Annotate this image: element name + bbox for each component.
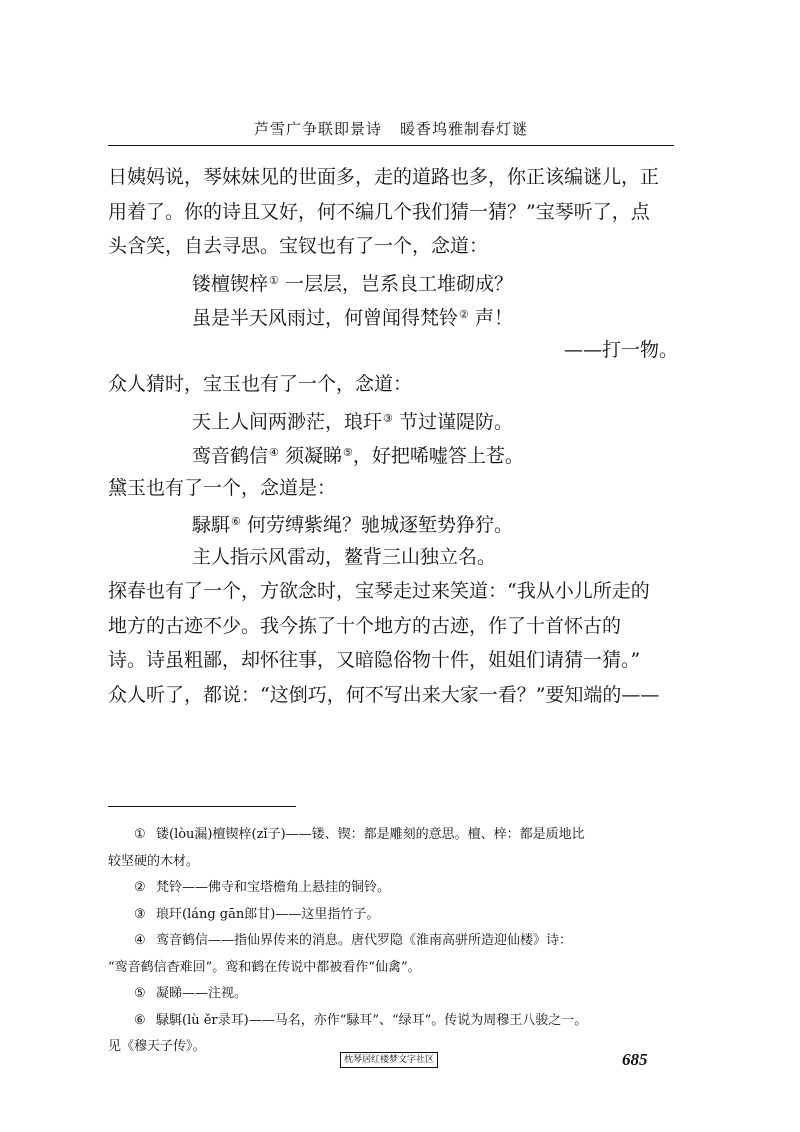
main-text [108,160,678,712]
footnote-2: ② 梵铃——佛寺和宝塔檐角上悬挂的铜铃。 [108,875,678,902]
header-chapter-title-left: 芦雪广争联即景诗 [253,120,382,138]
footnote-ref[interactable]: ⑤ [342,446,353,459]
poem-line: 騄駬⑥ 何劳缚紫绳？驰城逐堑势狰狞。 [192,514,513,536]
footnote-mark: ① [134,827,146,842]
source-stamp: 枕琴居红楼梦文字社区 [340,1052,438,1068]
poem-line: 主人指示风雷动，鳌背三山独立名。 [192,545,497,568]
text-line: 众人听了，都说：“这倒巧，何不写出来大家一看？”要知端的—— [108,683,660,706]
text-line: 众人猜时，宝玉也有了一个，念道： [108,373,413,395]
footnote-6: ⑥ 騄駬(lù ěr录耳)——马名，亦作“騄耳”、“绿耳”。传说为周穆王八骏之一。 [108,1008,678,1035]
poem-line: 天上人间两渺茫，琅玕③ 节过谨隄防。 [192,410,513,433]
footnote-1: ① 镂(lòu漏)檀锲梓(zǐ子)——镂、锲：都是雕刻的意思。檀、梓：都是质地比 [108,822,678,849]
page-number: 685 [622,1050,648,1069]
footnote-mark: ⑤ [134,986,146,1001]
footnote-mark: ② [134,880,146,895]
text-line: 黛玉也有了一个，念道是： [108,476,337,499]
footnote-separator [108,806,296,807]
footnote-ref[interactable]: ③ [383,411,393,425]
footnote-mark: ④ [134,933,146,948]
footnote-mark: ⑥ [134,1012,146,1028]
footnotes [108,822,678,1061]
footnote-3: ③ 琅玕(láng gān郎甘)——这里指竹子。 [108,902,678,929]
text-line: 头含笑，自去寻思。宝钗也有了一个，念道： [108,235,489,257]
text-line: 探春也有了一个，方欲念时，宝琴走过来笑道：“我从小儿所走的 [108,580,650,602]
footnote-4: ④ 鸾音鹤信——指仙界传来的消息。唐代罗隐《淮南高骈所造迎仙楼》诗： [108,928,678,955]
footnote-ref[interactable]: ⑥ [231,515,241,528]
footnote-mark: ③ [134,906,146,922]
poem-line: 虽是半天风雨过，何曾闻得梵铃② 声！ [192,307,513,329]
poem-line: 镂檀锲梓① 一层层，岂系良工堆砌成？ [192,272,513,295]
footnote-5: ⑤ 凝睇——注视。 [108,981,678,1008]
footnote-6-continued: 见《穆天子传》。 [108,1039,206,1054]
text-line: 诗。诗虽粗鄙，却怀往事，又暗隐俗物十件，姐姐们请猜一猜。” [108,649,641,671]
footnote-ref[interactable]: ① [269,273,279,287]
footnote-1-continued: 较坚硬的木材。 [108,853,200,869]
poem-line: 鸾音鹤信④ 须凝睇⑤，好把唏嘘答上苍。 [192,445,524,467]
footnote-4-continued: “鸾音鹤信杳难回”。鸾和鹤在传说中都被看作“仙禽”。 [108,959,421,975]
text-line: 日姨妈说，琴妹妹见的世面多，走的道路也多，你正该编谜儿，正 [108,166,660,188]
text-line: 用着了。你的诗且又好，何不编几个我们猜一猜？”宝琴听了，点 [108,200,650,223]
running-header [108,118,674,139]
footnote-ref[interactable]: ② [459,308,469,321]
riddle-answer-hint: ——打一物。 [563,338,678,361]
header-chapter-title-right: 暖香坞雅制春灯谜 [400,120,529,138]
footnote-ref[interactable]: ④ [269,446,279,459]
header-rule [108,145,674,146]
text-line: 地方的古迹不少。我今拣了十个地方的古迹，作了十首怀古的 [108,614,622,637]
